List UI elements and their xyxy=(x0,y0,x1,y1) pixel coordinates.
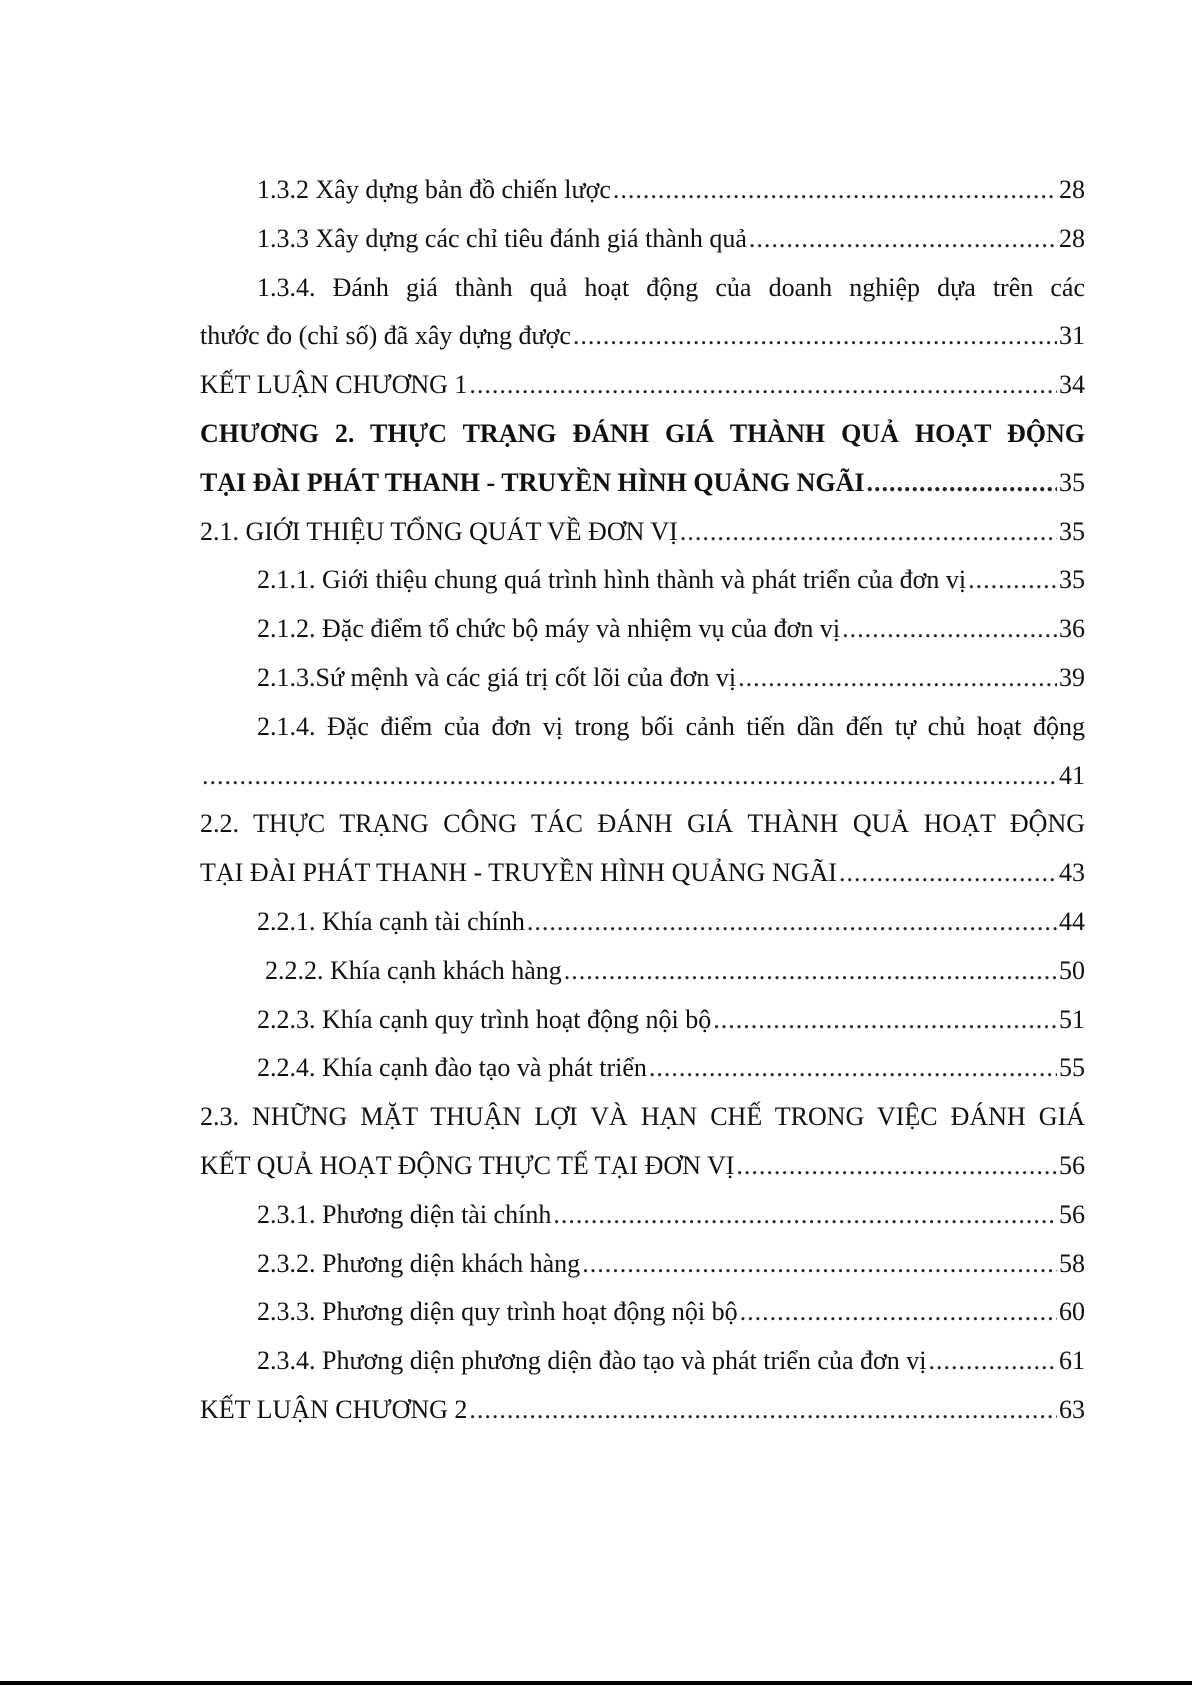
dot-leader xyxy=(738,654,1057,703)
dot-leader xyxy=(842,605,1057,654)
dot-leader xyxy=(968,556,1057,605)
dot-leader xyxy=(553,1191,1057,1240)
toc-section-title-continued: TẠI ĐÀI PHÁT THANH - TRUYỀN HÌNH QUẢNG NGÃI xyxy=(200,858,837,888)
toc-chapter-title: CHƯƠNG 2. THỰC TRẠNG ĐÁNH GIÁ THÀNH QUẢ HOẠT ĐỘNG xyxy=(200,418,1085,448)
toc-page-number: 36 xyxy=(1059,614,1085,644)
toc-page-number: 56 xyxy=(1059,1150,1085,1180)
toc-entry-title: 2.1.4. Đặc điểm của đơn vị trong bối cảnh tiến dần đến tự chủ hoạt động xyxy=(257,711,1085,741)
toc-page-number: 35 xyxy=(1059,516,1085,546)
dot-leader xyxy=(680,508,1057,557)
toc-chapter-title-continued: TẠI ĐÀI PHÁT THANH - TRUYỀN HÌNH QUẢNG NGÃI xyxy=(200,467,865,497)
toc-entry[interactable] xyxy=(200,1240,1085,1289)
toc-entry[interactable] xyxy=(200,996,1085,1045)
toc-entry[interactable] xyxy=(200,605,1085,654)
toc-section-line1[interactable] xyxy=(200,800,1085,849)
toc-entry-title: 2.2.2. Khía cạnh khách hàng xyxy=(265,955,562,985)
toc-entry-title: 2.3.4. Phương diện phương diện đào tạo và phát triển của đơn vị xyxy=(257,1346,927,1376)
toc-page-number: 51 xyxy=(1059,1004,1085,1034)
toc-entry-title: 1.3.2 Xây dựng bản đồ chiến lược xyxy=(257,175,611,204)
dot-leader xyxy=(573,312,1057,361)
dot-leader xyxy=(527,898,1057,947)
toc-page-number: 44 xyxy=(1059,906,1085,936)
toc-entry-line1[interactable] xyxy=(200,703,1085,752)
dot-leader xyxy=(740,1288,1057,1337)
toc-section-line2[interactable] xyxy=(200,849,1085,898)
toc-section-title: 2.3. NHỮNG MẶT THUẬN LỢI VÀ HẠN CHẾ TRONG VIỆC ĐÁNH GIÁ xyxy=(200,1102,1085,1132)
toc-entry-line2[interactable] xyxy=(200,312,1085,361)
toc-page-number: 28 xyxy=(1059,223,1085,253)
toc-entry-title: KẾT LUẬN CHƯƠNG 1 xyxy=(200,370,468,400)
page-bottom-border xyxy=(0,1681,1192,1685)
dot-leader xyxy=(713,996,1057,1045)
dot-leader xyxy=(749,215,1057,264)
toc-entry[interactable] xyxy=(200,947,1085,996)
toc-entry[interactable] xyxy=(200,898,1085,947)
toc-entry-title: 2.1.3.Sứ mệnh và các giá trị cốt lõi của đơn vị xyxy=(257,662,737,692)
dot-leader xyxy=(564,947,1057,996)
toc-entry-title: KẾT LUẬN CHƯƠNG 2 xyxy=(200,1394,468,1424)
toc-section-title: 2.2. THỰC TRẠNG CÔNG TÁC ĐÁNH GIÁ THÀNH QUẢ HOẠT ĐỘNG xyxy=(200,809,1085,839)
toc-entry[interactable] xyxy=(200,361,1085,410)
toc-page-number: 43 xyxy=(1059,858,1085,888)
toc-entry[interactable] xyxy=(200,1288,1085,1337)
toc-entry-title: 2.1.1. Giới thiệu chung quá trình hình thành và phát triển của đơn vị xyxy=(257,565,967,595)
toc-section-line2[interactable] xyxy=(200,1142,1085,1191)
toc-entry-title-continued: thước đo (chỉ số) đã xây dựng được xyxy=(200,321,571,351)
dot-leader xyxy=(469,361,1057,410)
toc-page-number: 34 xyxy=(1059,370,1085,400)
toc-entry-title: 2.3.1. Phương diện tài chính xyxy=(257,1199,552,1229)
toc-section-line1[interactable] xyxy=(200,1093,1085,1142)
dot-leader xyxy=(202,752,1057,801)
toc-entry-line2[interactable] xyxy=(200,752,1085,801)
toc-entry-title: 2.1. GIỚI THIỆU TỔNG QUÁT VỀ ĐƠN VỊ xyxy=(200,516,678,546)
dot-leader xyxy=(613,166,1057,215)
toc-entry[interactable] xyxy=(200,508,1085,557)
toc-entry[interactable] xyxy=(200,654,1085,703)
toc-page-number: 63 xyxy=(1059,1394,1085,1424)
toc-entry-title: 1.3.4. Đánh giá thành quả hoạt động của doanh nghiệp dựa trên các xyxy=(257,272,1085,302)
toc-entry-title: 2.2.4. Khía cạnh đào tạo và phát triển xyxy=(257,1053,647,1083)
toc-chapter-line1[interactable] xyxy=(200,410,1085,459)
dot-leader xyxy=(736,1142,1057,1191)
table-of-contents xyxy=(200,166,1085,1435)
dot-leader xyxy=(582,1240,1057,1289)
toc-page-number: 58 xyxy=(1059,1248,1085,1278)
toc-entry[interactable] xyxy=(200,556,1085,605)
toc-page-number: 55 xyxy=(1059,1053,1085,1083)
toc-page-number: 28 xyxy=(1059,175,1085,204)
dot-leader xyxy=(469,1386,1057,1435)
toc-entry-title: 2.3.2. Phương diện khách hàng xyxy=(257,1248,581,1278)
toc-chapter-line2[interactable] xyxy=(200,459,1085,508)
toc-page-number: 35 xyxy=(1059,467,1085,497)
dot-leader xyxy=(839,849,1057,898)
toc-entry[interactable] xyxy=(200,1386,1085,1435)
toc-entry[interactable] xyxy=(200,1337,1085,1386)
toc-page-number: 50 xyxy=(1059,955,1085,985)
toc-page-number: 60 xyxy=(1059,1297,1085,1327)
dot-leader xyxy=(867,459,1057,508)
toc-entry-title: 2.2.3. Khía cạnh quy trình hoạt động nội bộ xyxy=(257,1004,712,1034)
toc-entry-title: 2.2.1. Khía cạnh tài chính xyxy=(257,906,525,936)
dot-leader xyxy=(649,1044,1057,1093)
toc-entry-title: 1.3.3 Xây dựng các chỉ tiêu đánh giá thành quả xyxy=(257,223,747,253)
toc-page-number: 41 xyxy=(1059,760,1085,790)
toc-entry[interactable] xyxy=(200,166,1085,215)
toc-entry[interactable] xyxy=(200,1044,1085,1093)
toc-entry-line1[interactable] xyxy=(200,264,1085,313)
toc-page-number: 31 xyxy=(1059,321,1085,351)
toc-entry[interactable] xyxy=(200,215,1085,264)
toc-page-number: 56 xyxy=(1059,1199,1085,1229)
toc-section-title-continued: KẾT QUẢ HOẠT ĐỘNG THỰC TẾ TẠI ĐƠN VỊ xyxy=(200,1150,735,1180)
toc-entry-title: 2.1.2. Đặc điểm tổ chức bộ máy và nhiệm vụ của đơn vị xyxy=(257,614,841,644)
toc-page-number: 61 xyxy=(1059,1346,1085,1376)
toc-page-number: 35 xyxy=(1059,565,1085,595)
toc-entry-title: 2.3.3. Phương diện quy trình hoạt động nội bộ xyxy=(257,1297,738,1327)
toc-entry[interactable] xyxy=(200,1191,1085,1240)
dot-leader xyxy=(928,1337,1057,1386)
toc-page-number: 39 xyxy=(1059,662,1085,692)
